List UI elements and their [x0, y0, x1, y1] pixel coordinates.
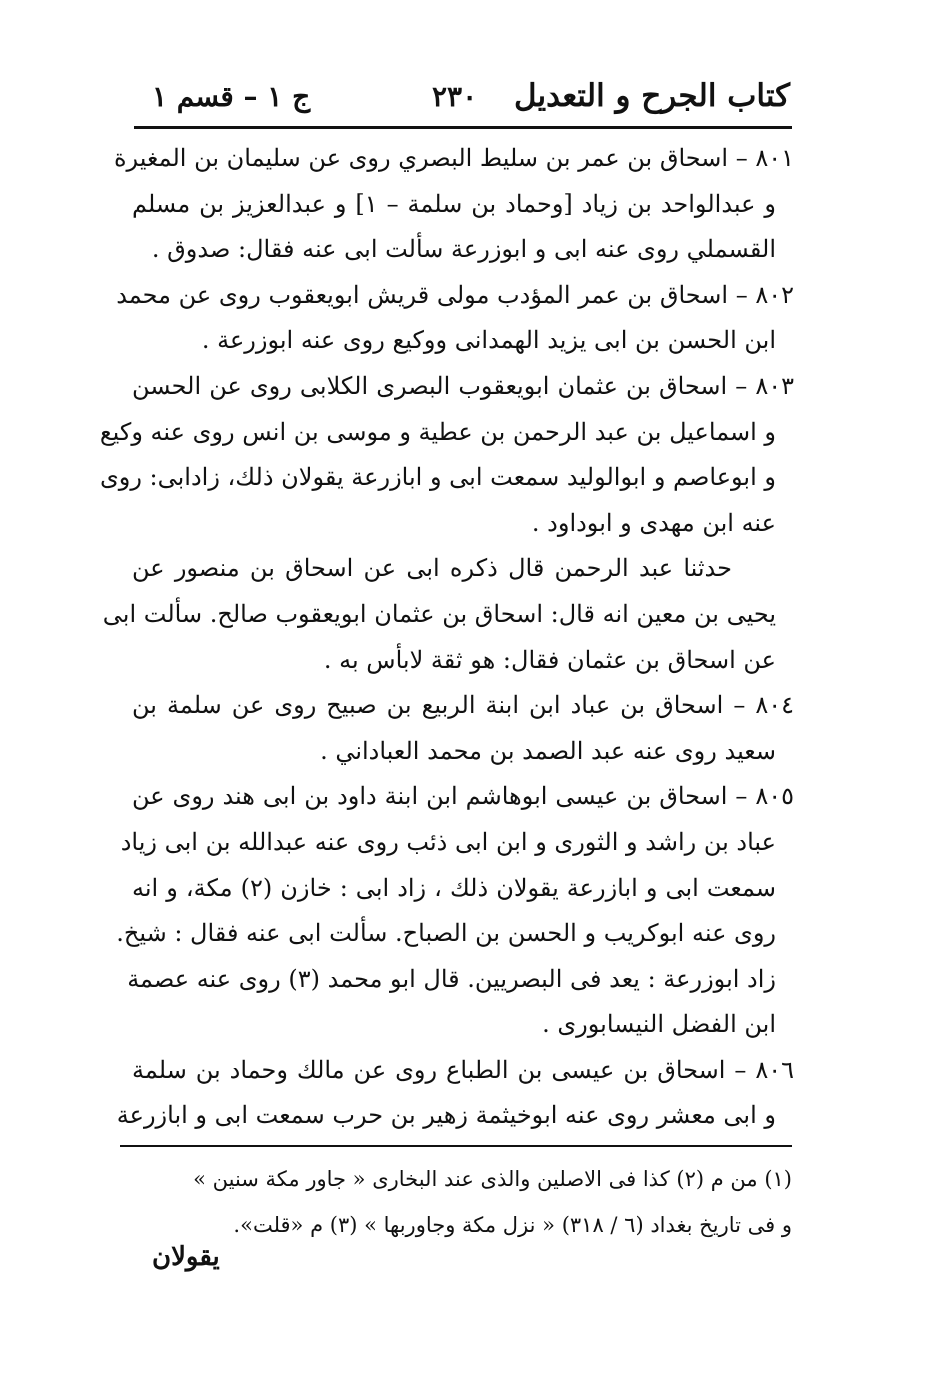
main-text — [99, 136, 794, 1139]
text-line: القسملي روى عنه ابى و ابوزرعة سألت ابى عنه فقال: صدوق . — [151, 235, 776, 264]
text-line: حدثنا عبد الرحمن قال ذكره ابى عن اسحاق بن منصور عن — [132, 554, 732, 583]
text-line: و ابى معشر روى عنه ابوخيثمة زهير بن حرب سمعت ابى و ابازرعة — [116, 1101, 776, 1130]
text-line: ابن الفضل النيسابورى . — [542, 1010, 776, 1039]
running-header — [140, 78, 790, 120]
footnote-line: (١) من م (٢) كذا فى الاصلين والذى عند البخارى « جاور مكة سنين » — [193, 1167, 792, 1191]
text-line: و اسماعيل بن عبد الرحمن بن عطية و موسى بن انس روى عنه وكيع — [99, 417, 776, 446]
text-line: و عبدالواحد بن زياد [وحماد بن سلمة – ١] و عبدالعزيز بن مسلم — [132, 189, 777, 218]
page-number: ٢٣٠ — [432, 80, 478, 113]
header-rule — [134, 126, 792, 129]
text-line: سعيد روى عنه عبد الصمد بن محمد العباداني . — [320, 736, 776, 765]
text-line: ٨٠٦ – اسحاق بن عيسى بن الطباع روى عن مالك وحماد بن سلمة — [132, 1055, 794, 1084]
catchword: يقولان — [152, 1242, 220, 1272]
text-line: عباد بن راشد و الثورى و ابن ابى ذئب روى عنه عبدالله بن ابى زياد — [120, 827, 776, 856]
text-line: عن اسحاق بن عثمان فقال: هو ثقة لابأس به . — [323, 645, 776, 674]
text-line: ٨٠٣ – اسحاق بن عثمان ابويعقوب البصرى الكلابى روى عن الحسن — [132, 371, 794, 400]
text-line: عنه ابن مهدى و ابوداود . — [531, 508, 776, 537]
footnotes — [128, 1156, 792, 1248]
volume-part: ج ١ – قسم ١ — [152, 80, 311, 113]
footnote-rule — [120, 1145, 792, 1147]
text-line: يحيى بن معين انه قال: اسحاق بن عثمان ابويعقوب صالح. سألت ابى — [102, 599, 776, 628]
text-line: ٨٠٤ – اسحاق بن عباد ابن ابنة الربيع بن صبيح روى عن سلمة بن — [132, 691, 794, 720]
text-line: زاد ابوزرعة : يعد فى البصريين. قال ابو محمد (٣) روى عنه عصمة — [127, 964, 776, 993]
text-line: ابن الحسن بن ابى يزيد الهمدانى ووكيع روى عنه ابوزرعة . — [201, 326, 776, 355]
book-title: كتاب الجرح و التعديل — [513, 78, 790, 114]
text-line: ٨٠٥ – اسحاق بن عيسى ابوهاشم ابن ابنة داود بن ابى هند روى عن — [132, 782, 794, 811]
text-line: ٨٠١ – اسحاق بن عمر بن سليط البصري روى عن سليمان بن المغيرة — [113, 144, 794, 172]
text-line: و ابوعاصم و ابوالوليد سمعت ابى و ابازرعة يقولان ذلك، زادابى: روى — [99, 463, 776, 492]
text-line: سمعت ابى و ابازرعة يقولان ذلك ، زاد ابى : خازن (٢) مكة، و انه — [132, 873, 776, 902]
text-line: روى عنه ابوكريب و الحسن بن الصباح. سألت ابى عنه فقال : شيخ. — [116, 919, 776, 948]
footnote-line: و فى تاريخ بغداد (٦ / ٣١٨) « نزل مكة وجاوربها » (٣) م «قلت». — [233, 1213, 792, 1237]
text-line: ٨٠٢ – اسحاق بن عمر المؤدب مولى قريش ابويعقوب روى عن محمد — [116, 280, 794, 309]
